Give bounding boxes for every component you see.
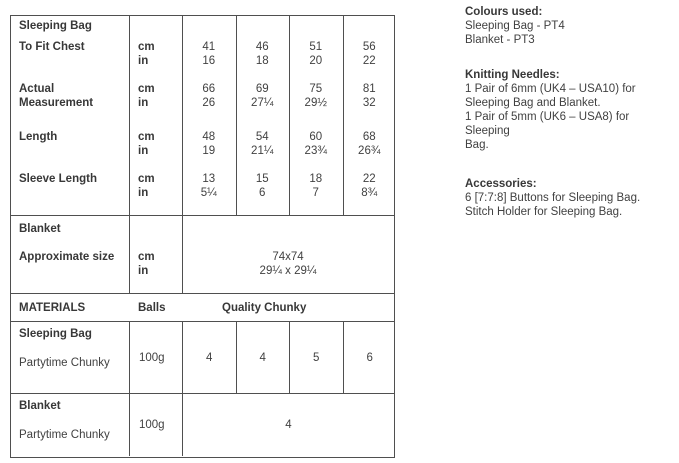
balls-count: 4 bbox=[285, 419, 292, 431]
yarn-name: Partytime Chunky bbox=[19, 357, 110, 369]
row-label bbox=[11, 144, 129, 158]
row-label: To Fit Chest bbox=[19, 41, 85, 53]
accessories-line: 6 [7:7:8] Buttons for Sleeping Bag. bbox=[465, 192, 641, 204]
unit-label: cm bbox=[138, 131, 155, 143]
section-title: Sleeping Bag bbox=[19, 328, 92, 340]
size-value: 75 bbox=[309, 83, 323, 95]
size-value: 26¾ bbox=[358, 145, 381, 157]
table-row bbox=[11, 130, 394, 144]
sleeping-bag-sizes-section bbox=[11, 16, 394, 215]
size-value: 29½ bbox=[304, 97, 327, 109]
size-value: 7 bbox=[312, 187, 319, 199]
needles-line: Bag. bbox=[465, 139, 489, 151]
table-row bbox=[11, 40, 394, 54]
unit-label: in bbox=[138, 55, 149, 67]
column-divider bbox=[343, 16, 344, 215]
size-value: 51 bbox=[309, 41, 323, 53]
unit-label: cm bbox=[138, 251, 155, 263]
table-row bbox=[11, 54, 394, 68]
materials-label-cell bbox=[11, 394, 129, 456]
needles-line: 1 Pair of 6mm (UK4 – USA10) for bbox=[465, 83, 636, 95]
size-value: 18 bbox=[309, 173, 323, 185]
knitting-needles-heading: Knitting Needles: bbox=[465, 69, 560, 81]
yarn-name: Partytime Chunky bbox=[19, 429, 110, 441]
size-value: 66 bbox=[202, 83, 216, 95]
size-value: 8¾ bbox=[361, 187, 378, 199]
balls-count: 4 bbox=[206, 351, 213, 364]
unit-label: cm bbox=[138, 83, 155, 95]
needles-line: 1 Pair of 5mm (UK6 – USA8) for Sleeping bbox=[465, 111, 630, 137]
size-value: 13 bbox=[202, 173, 216, 185]
accessories-block bbox=[465, 177, 675, 219]
section-title: Blanket bbox=[19, 400, 61, 412]
table-row bbox=[11, 186, 394, 200]
size-value: 81 bbox=[362, 83, 376, 95]
balls-count-cell bbox=[182, 322, 236, 393]
row-label bbox=[11, 264, 129, 278]
row-label: Approximate size bbox=[19, 251, 115, 263]
unit-label: in bbox=[138, 265, 149, 277]
materials-header-row bbox=[11, 293, 394, 321]
row-label: Actual bbox=[19, 83, 55, 95]
table-row bbox=[11, 250, 394, 264]
size-value: 23¾ bbox=[304, 145, 327, 157]
materials-label: MATERIALS bbox=[19, 301, 86, 314]
blanket-size-cm-value: 74x74 bbox=[272, 251, 304, 263]
table-row bbox=[11, 172, 394, 186]
accessories-line: Stitch Holder for Sleeping Bag. bbox=[465, 206, 623, 218]
size-value: 21¼ bbox=[251, 145, 274, 157]
column-divider bbox=[182, 16, 183, 215]
balls-count: 6 bbox=[366, 351, 373, 364]
column-divider bbox=[236, 16, 237, 215]
unit-label: in bbox=[138, 187, 149, 199]
size-value: 22 bbox=[362, 55, 376, 67]
ball-size: 100g bbox=[139, 351, 165, 364]
blanket-materials-section bbox=[11, 393, 394, 456]
section-title: Sleeping Bag bbox=[19, 20, 92, 32]
knitting-needles-block bbox=[465, 68, 675, 152]
balls-count: 4 bbox=[259, 351, 266, 364]
unit-label: cm bbox=[138, 173, 155, 185]
size-value: 32 bbox=[362, 97, 376, 109]
table-row bbox=[11, 96, 394, 110]
balls-count-cell bbox=[289, 322, 343, 393]
column-divider bbox=[129, 216, 130, 293]
row-label: Sleeve Length bbox=[19, 173, 97, 185]
size-value: 27¼ bbox=[251, 97, 274, 109]
size-value: 41 bbox=[202, 41, 216, 53]
size-value: 5¼ bbox=[200, 187, 217, 199]
size-value: 18 bbox=[255, 55, 269, 67]
unit-label: in bbox=[138, 97, 149, 109]
table-row bbox=[11, 82, 394, 96]
column-divider bbox=[289, 16, 290, 215]
balls-count-cell bbox=[343, 322, 395, 393]
size-value: 26 bbox=[202, 97, 216, 109]
size-value: 15 bbox=[255, 173, 269, 185]
size-value: 48 bbox=[202, 131, 216, 143]
column-divider bbox=[129, 16, 130, 215]
size-value: 6 bbox=[259, 187, 266, 199]
size-value: 22 bbox=[362, 173, 376, 185]
quality-label: Quality Chunky bbox=[222, 301, 307, 314]
size-value: 16 bbox=[202, 55, 216, 67]
colours-used-block bbox=[465, 5, 675, 47]
balls-count-cell bbox=[236, 322, 290, 393]
pattern-info-panel bbox=[465, 5, 675, 219]
colours-line: Sleeping Bag - PT4 bbox=[465, 20, 565, 32]
row-label: Length bbox=[19, 131, 58, 143]
row-label bbox=[11, 186, 129, 200]
row-label: Measurement bbox=[19, 97, 94, 109]
ball-size: 100g bbox=[139, 419, 165, 431]
size-value: 54 bbox=[255, 131, 269, 143]
size-value: 19 bbox=[202, 145, 216, 157]
column-divider bbox=[182, 216, 183, 293]
sleeping-bag-materials-section bbox=[11, 321, 394, 393]
section-title-row bbox=[11, 19, 394, 33]
unit-label: in bbox=[138, 145, 149, 157]
row-label bbox=[11, 54, 129, 68]
blanket-size-section bbox=[11, 215, 394, 293]
unit-label: cm bbox=[138, 41, 155, 53]
balls-count-cell bbox=[182, 394, 394, 456]
section-title-row bbox=[11, 222, 394, 236]
table-row bbox=[11, 144, 394, 158]
colours-used-heading: Colours used: bbox=[465, 6, 543, 18]
ball-size-cell bbox=[129, 322, 182, 393]
balls-count: 5 bbox=[313, 351, 320, 364]
ball-size-cell bbox=[129, 394, 182, 456]
size-materials-table bbox=[10, 15, 395, 458]
blanket-size-in-value: 29¼ x 29¼ bbox=[259, 265, 317, 277]
table-row bbox=[11, 264, 394, 278]
size-value: 20 bbox=[309, 55, 323, 67]
size-value: 69 bbox=[255, 83, 269, 95]
size-value: 56 bbox=[362, 41, 376, 53]
size-value: 68 bbox=[362, 131, 376, 143]
colours-line: Blanket - PT3 bbox=[465, 34, 535, 46]
section-title: Blanket bbox=[19, 223, 61, 235]
size-value: 60 bbox=[309, 131, 323, 143]
accessories-heading: Accessories: bbox=[465, 178, 537, 190]
materials-label-cell bbox=[11, 322, 129, 393]
needles-line: Sleeping Bag and Blanket. bbox=[465, 97, 601, 109]
balls-label: Balls bbox=[138, 301, 166, 314]
size-value: 46 bbox=[255, 41, 269, 53]
